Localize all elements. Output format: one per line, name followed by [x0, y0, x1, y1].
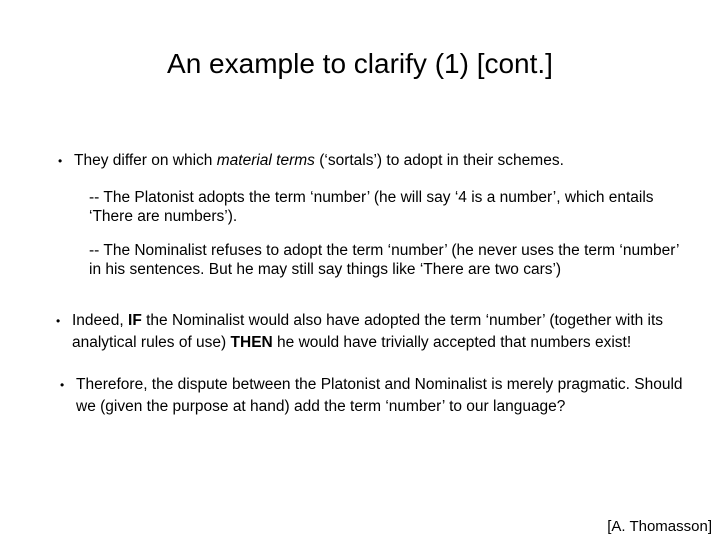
slide-title: An example to clarify (1) [cont.]	[167, 48, 553, 79]
bullet-1-text-end: (‘sortals’) to adopt in their schemes.	[314, 152, 564, 169]
bullet-2-text-start: Indeed,	[72, 312, 129, 329]
bullet-2-bold-then: THEN	[230, 334, 273, 351]
bullet-2-bold-if: IF	[128, 312, 142, 329]
sub-point-platonist: -- The Platonist adopts the term ‘number’ (he will say ‘4 is a number’, which entails ‘There are numbers’).	[89, 189, 654, 225]
bullet-3-text: Therefore, the dispute between the Platonist and Nominalist is merely pragmatic. Should we (given the purpose at hand) add the term ‘number’ to our language?	[76, 376, 683, 415]
bullet-2-text-middle: the Nominalist would also have adopted the term ‘number’ (together with its analytical rules of use)	[72, 312, 664, 351]
bullet-1-italic-term: material terms	[216, 152, 315, 169]
bullet-2-text-end: he would have trivially accepted that numbers exist!	[272, 334, 632, 351]
bullet-marker: •	[60, 378, 65, 392]
bullet-point-1	[58, 150, 694, 172]
bullet-marker: •	[58, 154, 63, 168]
bullet-point-3	[60, 374, 706, 418]
sub-point-nominalist: -- The Nominalist refuses to adopt the term ‘number’ (he never uses the term ‘number’ in his sentences. But he may still say things like ‘There are two cars’)	[89, 242, 679, 278]
bullet-point-2	[56, 310, 712, 354]
bullet-1-text-start: They differ on which	[74, 152, 217, 169]
attribution: [A. Thomasson]	[607, 518, 712, 535]
bullet-marker: •	[56, 314, 61, 328]
